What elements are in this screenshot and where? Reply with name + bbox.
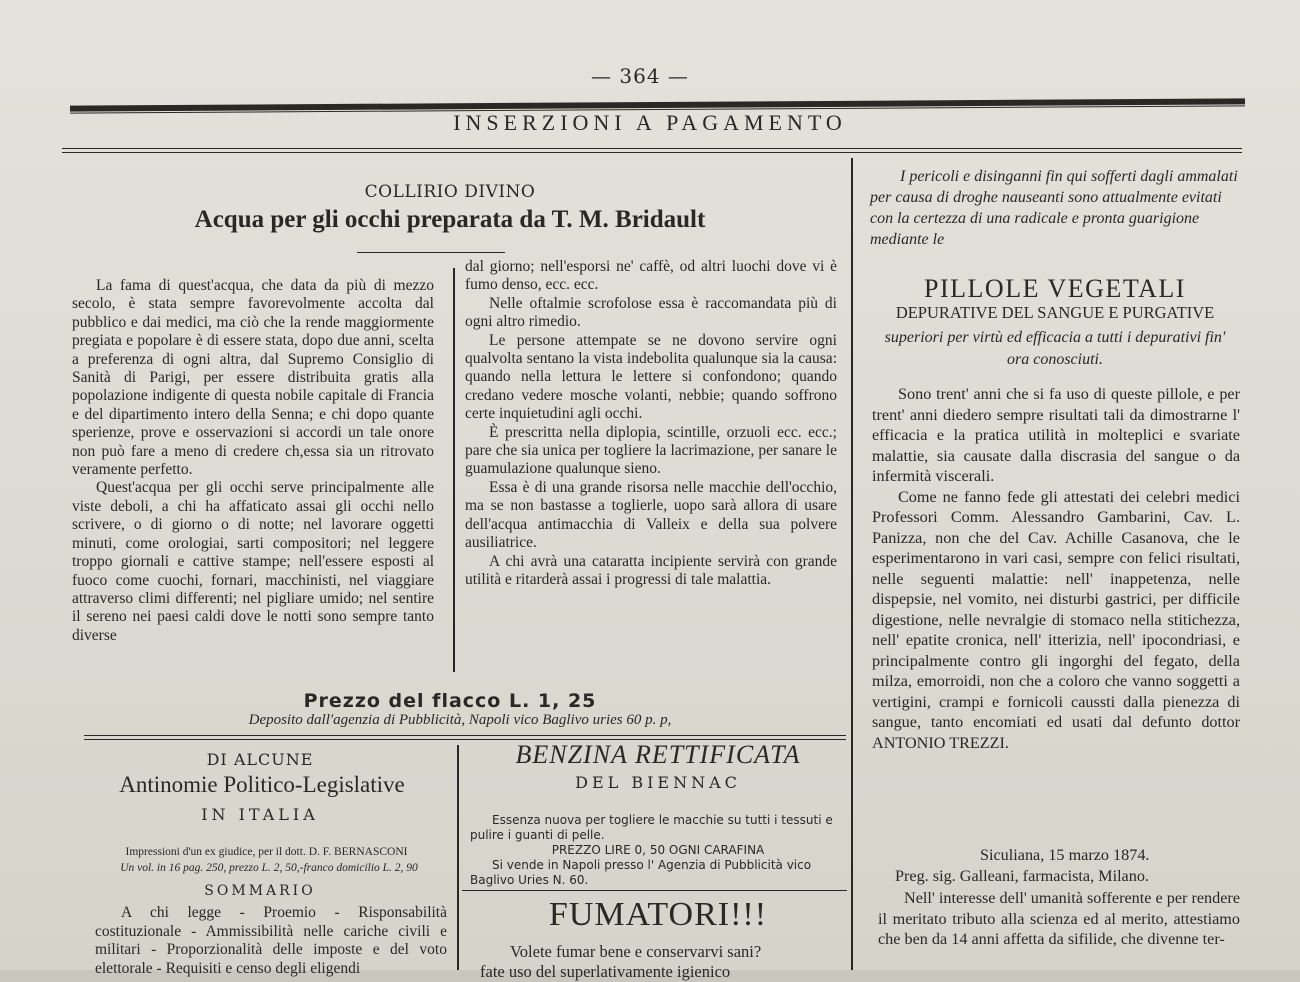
collirio-title: Acqua per gli occhi preparata da T. M. Bridault xyxy=(194,206,706,233)
header-bottom-rule xyxy=(62,148,1242,149)
pillole-body xyxy=(872,384,1240,753)
fumatori-line-1: Volete fumar bene e conservarvi sani? xyxy=(510,942,762,961)
collirio-price: Prezzo del flacco L. 1, 25 xyxy=(303,690,597,712)
benzina-description: Essenza nuova per togliere le macchie su tutti i tessuti e pulire i guanti di pelle. xyxy=(470,813,833,842)
benzina-price: PREZZO LIRE 0, 50 OGNI CARAFINA xyxy=(551,843,765,857)
header-bottom-rule-2 xyxy=(62,152,1242,153)
column-divider-collirio xyxy=(453,268,455,672)
pillole-letter: Nell' interesse dell' umanità sofferente e per rendere il meritato tributo alla scienza ed al merito, attestiamo che ben da 14 anni affetta da sifilide, che divenne ter- xyxy=(878,889,1240,948)
collirio-paragraph: A chi avrà una cataratta incipiente servirà con grande utilità e ritarderà assai i progressi di tale malattia. xyxy=(465,552,837,588)
benzina-title: BENZINA RETTIFICATA xyxy=(515,740,801,769)
collirio-paragraph: Nelle oftalmie scrofolose essa è raccomandata più di ogni altro rimedio. xyxy=(465,294,837,331)
collirio-paragraph: Essa è di una grande risorsa nelle macchie dell'occhio, ma se non bastasse a toglierle, uopo sarà allora di usare dell'acqua antimacchia di Valleix e della sua polvere ausiliatrice. xyxy=(465,478,837,552)
pillole-date-line: Siculiana, 15 marzo 1874. xyxy=(980,846,1150,864)
collirio-paragraph: dal giorno; nell'esporsi ne' caffè, od altri luochi dove vi è fumo denso, ecc. ecc. xyxy=(465,258,837,294)
pillole-subtitle: DEPURATIVE DEL SANGUE E PURGATIVE xyxy=(895,303,1215,322)
antinomie-note-1: Impressioni d'un ex giudice, per il dott. D. F. BERNASCONI xyxy=(125,846,408,858)
antinomie-kicker: DI ALCUNE xyxy=(206,750,314,769)
pillole-subtitle-2: superiori per virtù ed efficacia a tutti i depurativi fin' ora conosciuti. xyxy=(884,329,1226,368)
page-number: — 364 — xyxy=(591,64,689,88)
antinomie-subtitle: IN ITALIA xyxy=(201,805,319,824)
antinomie-body: A chi legge - Proemio - Risponsabilità costituzionale - Ammissibilità nelle cariche civili e militari - Proporzionalità delle imposte e del voto elettorale - Requisiti e censo degli eligendi xyxy=(95,904,447,977)
column-divider-right xyxy=(851,158,853,970)
collirio-column-1 xyxy=(72,277,434,645)
collirio-paragraph: Le persone attempate se ne dovono servire ogni qualvolta sentano la vista indebolita qualunque sia la causa: quando nella lettura le lettere si confondono; quando credano vedere mosche volanti, nebbie; quando soffrono certe inquietudini agli occhi. xyxy=(465,331,837,423)
fumatori-title: FUMATORI!!! xyxy=(548,896,768,933)
collirio-paragraph: È prescritta nella diplopia, scintille, orzuoli ecc. ecc.; pare che sia unica per togliere la lacrimazione, per sanare le guamulazione qualunque sieno. xyxy=(465,423,837,478)
collirio-column-2 xyxy=(465,258,837,589)
collirio-deposit: Deposito dall'agenzia di Pubblicità, Napoli vico Baglivo uries 60 p. p, xyxy=(248,712,672,728)
collirio-paragraph: La fama di quest'acqua, che data da più di mezzo secolo, è stata sempre favorevolmente accolta dal pubblico e dai medici, ma ciò che la rende maggiormente pregiata e popolare è di essere stata, dopo due anni, scelta a preferenza di ogni altra, dal Supremo Consiglio di Sanità di Parigi, per essere distribuita gratis alla popolazione indigente di questa nobile capitale di Francia e del dipartimento intero della Senna; e chi dopo quante sperienze, prove e osservazioni si accordi un tale onore non può fare a meno di credere ch,essa sia un ritrovato veramente perfetto. xyxy=(72,277,434,479)
collirio-paragraph: Quest'acqua per gli occhi serve principalmente alle viste deboli, a chi ha affaticato assai gli occhi nello scrivere, o di giorno o di notte; nel lavorare oggetti minuti, come orologiai, sarti compositori; nel leggere troppo giornali e cattive stampe; nell'essere esposti al fuoco come cuochi, fornari, macchinisti, nel viaggiare attraverso climi differenti; nel pigliare umido; nel sentire il sereno nei paesi caldi dove le notti sono sempre tanto diverse xyxy=(72,479,434,644)
pillole-paragraph: Come ne fanno fede gli attestati dei celebri medici Professori Comm. Alessandro Gambarini, Cav. L. Panizza, non che del Cav. Achille Casanova, che le esperimentarono in vari casi, sempre con felici risultati, nelle seguenti malattie: nell' inappetenza, nelle dispepsie, nel vomito, nei disturbi gastrici, per difficile digestione, nelle nevralgie di stomaco nella stitichezza, nell' epatite cronica, nell' itterizia, nell' ipocondriasi, e principalmente contro gli ingorghi del fegato, della milza, emorroidi, non che a coloro che vanno soggetti a vertigini, crampi e fornicoli caussti dalla pienezza di sangue, tanto encomiati ed usati dal defunto dottor ANTONIO TREZZI. xyxy=(872,487,1240,752)
column-divider-bottom xyxy=(457,745,459,970)
collirio-kicker: COLLIRIO DIVINO xyxy=(364,182,536,202)
collirio-title-rule xyxy=(357,252,505,253)
pillole-address: Preg. sig. Galleani, farmacista, Milano. xyxy=(895,867,1149,885)
benzina-bottom-rule xyxy=(462,890,847,891)
section-heading: INSERZIONI A PAGAMENTO xyxy=(453,110,847,135)
pillole-title: PILLOLE VEGETALI xyxy=(924,274,1186,303)
antinomie-sommario: SOMMARIO xyxy=(204,883,316,899)
pillole-paragraph: Sono trent' anni che si fa uso di queste pillole, e per trent' anni diedero sempre risultati tali da dimostrarne l' efficacia e la pratica utilità in molteplici e svariate malattie, sia causate dalla discrasia del sangue o da infermità viscerali. xyxy=(872,385,1240,485)
mid-rule xyxy=(84,735,846,736)
benzina-sale: Si vende in Napoli presso l' Agenzia di Pubblicità vico Baglivo Uries N. 60. xyxy=(470,858,812,887)
fumatori-line-2: fate uso del superlativamente igienico xyxy=(480,962,731,981)
antinomie-title: Antinomie Politico-Legislative xyxy=(119,772,405,797)
pillole-intro: I pericoli e disinganni fin qui sofferti dagli ammalati per causa di droghe nauseanti sono attualmente evitati con la certezza di una radicale e pronta guarigione mediante le xyxy=(870,168,1238,248)
benzina-subtitle: DEL BIENNAC xyxy=(575,773,741,792)
antinomie-note-2: Un vol. in 16 pag. 250, prezzo L. 2, 50,-franco domicilio L. 2, 90 xyxy=(120,862,418,874)
